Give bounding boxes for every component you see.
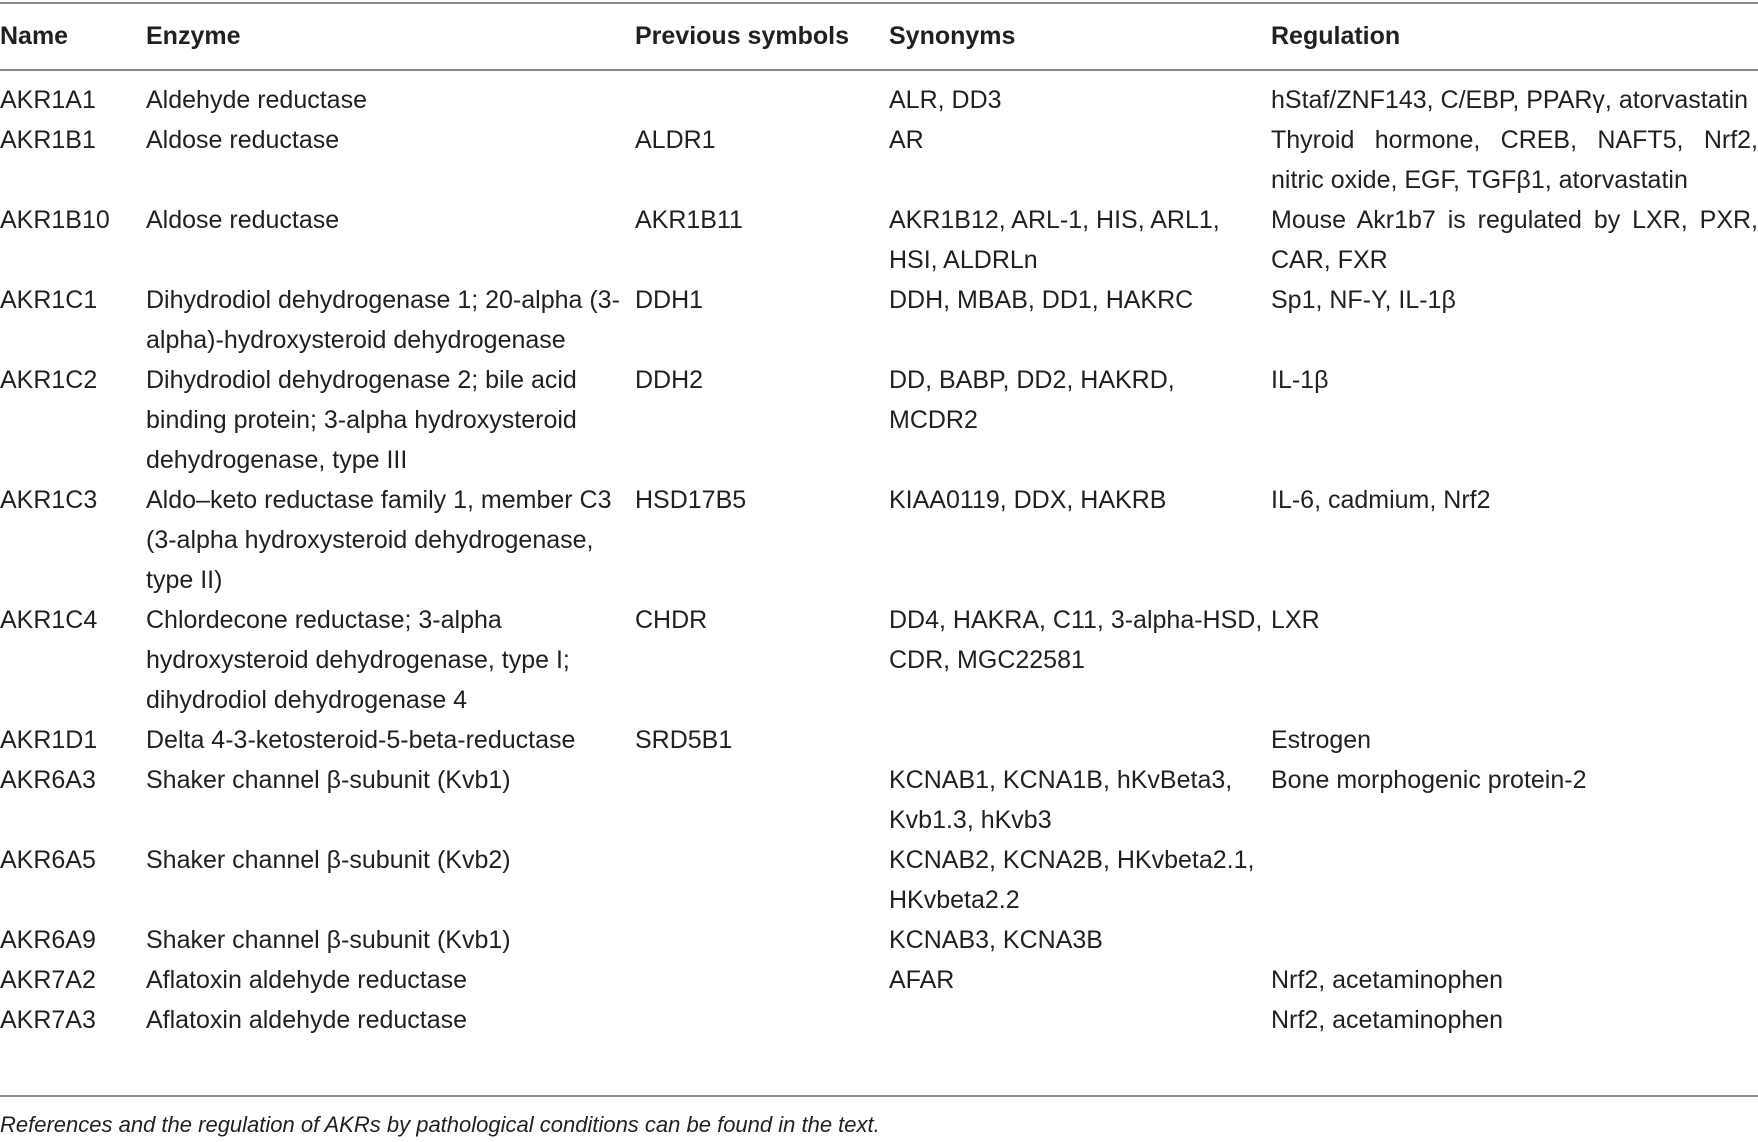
table-body [0,62,1758,1040]
column-header-previous-symbols: Previous symbols [635,21,849,50]
column-header-enzyme: Enzyme [146,21,241,50]
cell-previous-symbols: CHDR [635,606,708,634]
cell-enzyme: Aldose reductase [146,126,340,154]
cell-name: AKR1C1 [0,286,98,314]
table-row [0,840,1758,920]
column-header-synonyms: Synonyms [889,21,1016,50]
column-header-name: Name [0,21,69,50]
cell-regulation: IL-1β [1271,366,1329,394]
cell-synonyms: ALR, DD3 [889,86,1002,114]
cell-previous-symbols: ALDR1 [635,126,716,154]
cell-enzyme: Aldo–keto reductase family 1, member C3 (3-alpha hydroxysteroid dehydrogenase, type II) [146,486,612,594]
cell-name: AKR7A2 [0,966,96,994]
cell-name: AKR1C4 [0,606,98,634]
cell-name: AKR7A3 [0,1006,96,1034]
cell-previous-symbols [635,840,889,920]
table-row [0,960,1758,1000]
cell-synonyms: KCNAB2, KCNA2B, HKvbeta2.1, HKvbeta2.2 [889,846,1255,914]
table-row [0,280,1758,360]
cell-previous-symbols [635,760,889,840]
cell-name: AKR6A3 [0,766,96,794]
cell-name: AKR1A1 [0,86,96,114]
table-row [0,760,1758,840]
cell-previous-symbols [635,62,889,120]
cell-enzyme: Aflatoxin aldehyde reductase [146,1006,468,1034]
cell-synonyms: DD4, HAKRA, C11, 3-alpha-HSD, CDR, MGC22581 [889,606,1263,674]
cell-name: AKR1D1 [0,726,98,754]
cell-regulation [1271,920,1758,960]
table-row [0,360,1758,480]
cell-regulation: Sp1, NF-Y, IL-1β [1271,286,1456,314]
cell-synonyms: KCNAB3, KCNA3B [889,926,1103,954]
table-footnote: References and the regulation of AKRs by pathological conditions can be found in the text. [0,1112,880,1137]
cell-enzyme: Dihydrodiol dehydrogenase 2; bile acid binding protein; 3-alpha hydroxysteroid dehydrogenase, type III [146,366,577,474]
cell-name: AKR6A5 [0,846,96,874]
cell-regulation: Thyroid hormone, CREB, NAFT5, Nrf2, nitric oxide, EGF, TGFβ1, atorvastatin [1271,126,1758,194]
cell-regulation: Mouse Akr1b7 is regulated by LXR, PXR, CAR, FXR [1271,206,1758,274]
header-row [0,10,1758,62]
cell-enzyme: Delta 4-3-ketosteroid-5-beta-reductase [146,726,576,754]
cell-enzyme: Chlordecone reductase; 3-alpha hydroxysteroid dehydrogenase, type I; dihydrodiol dehydrogenase 4 [146,606,570,714]
akr-table [0,10,1758,1040]
cell-enzyme: Shaker channel β-subunit (Kvb1) [146,926,511,954]
cell-regulation: IL-6, cadmium, Nrf2 [1271,486,1491,514]
cell-enzyme: Aldose reductase [146,206,340,234]
cell-previous-symbols: AKR1B11 [635,206,743,234]
table-row [0,62,1758,120]
cell-synonyms [889,720,1271,760]
cell-synonyms: DDH, MBAB, DD1, HAKRC [889,286,1194,314]
cell-synonyms: DD, BABP, DD2, HAKRD, MCDR2 [889,366,1175,434]
cell-enzyme: Shaker channel β-subunit (Kvb1) [146,766,511,794]
cell-enzyme: Shaker channel β-subunit (Kvb2) [146,846,511,874]
table-header [0,10,1758,62]
cell-previous-symbols [635,1000,889,1040]
cell-previous-symbols: DDH2 [635,366,704,394]
cell-enzyme: Aldehyde reductase [146,86,367,114]
cell-synonyms: KCNAB1, KCNA1B, hKvBeta3, Kvb1.3, hKvb3 [889,766,1233,834]
cell-previous-symbols [635,920,889,960]
cell-enzyme: Aflatoxin aldehyde reductase [146,966,468,994]
top-rule [0,2,1758,4]
cell-enzyme: Dihydrodiol dehydrogenase 1; 20-alpha (3-alpha)-hydroxysteroid dehydrogenase [146,286,620,354]
table-row [0,1000,1758,1040]
cell-synonyms: AKR1B12, ARL-1, HIS, ARL1, HSI, ALDRLn [889,206,1220,274]
cell-regulation [1271,840,1758,920]
column-header-regulation: Regulation [1271,21,1401,50]
cell-previous-symbols: DDH1 [635,286,704,314]
cell-name: AKR1B1 [0,126,96,154]
cell-name: AKR1C3 [0,486,98,514]
cell-regulation: LXR [1271,606,1320,634]
cell-synonyms: AFAR [889,966,955,994]
cell-regulation: Nrf2, acetaminophen [1271,1006,1504,1034]
cell-synonyms: AR [889,126,924,154]
cell-regulation: Bone morphogenic protein-2 [1271,766,1587,794]
cell-previous-symbols [635,960,889,1000]
bottom-rule [0,1095,1758,1097]
cell-previous-symbols: HSD17B5 [635,486,747,514]
table-row [0,200,1758,280]
cell-name: AKR6A9 [0,926,96,954]
cell-previous-symbols: SRD5B1 [635,726,733,754]
table-row [0,720,1758,760]
cell-regulation: Nrf2, acetaminophen [1271,966,1504,994]
table-row [0,480,1758,600]
cell-synonyms [889,1000,1271,1040]
cell-synonyms: KIAA0119, DDX, HAKRB [889,486,1167,514]
cell-name: AKR1B10 [0,206,110,234]
cell-name: AKR1C2 [0,366,98,394]
table-row [0,920,1758,960]
table-row [0,600,1758,720]
cell-regulation: Estrogen [1271,726,1372,754]
cell-regulation: hStaf/ZNF143, C/EBP, PPARγ, atorvastatin [1271,86,1749,114]
table-row [0,120,1758,200]
